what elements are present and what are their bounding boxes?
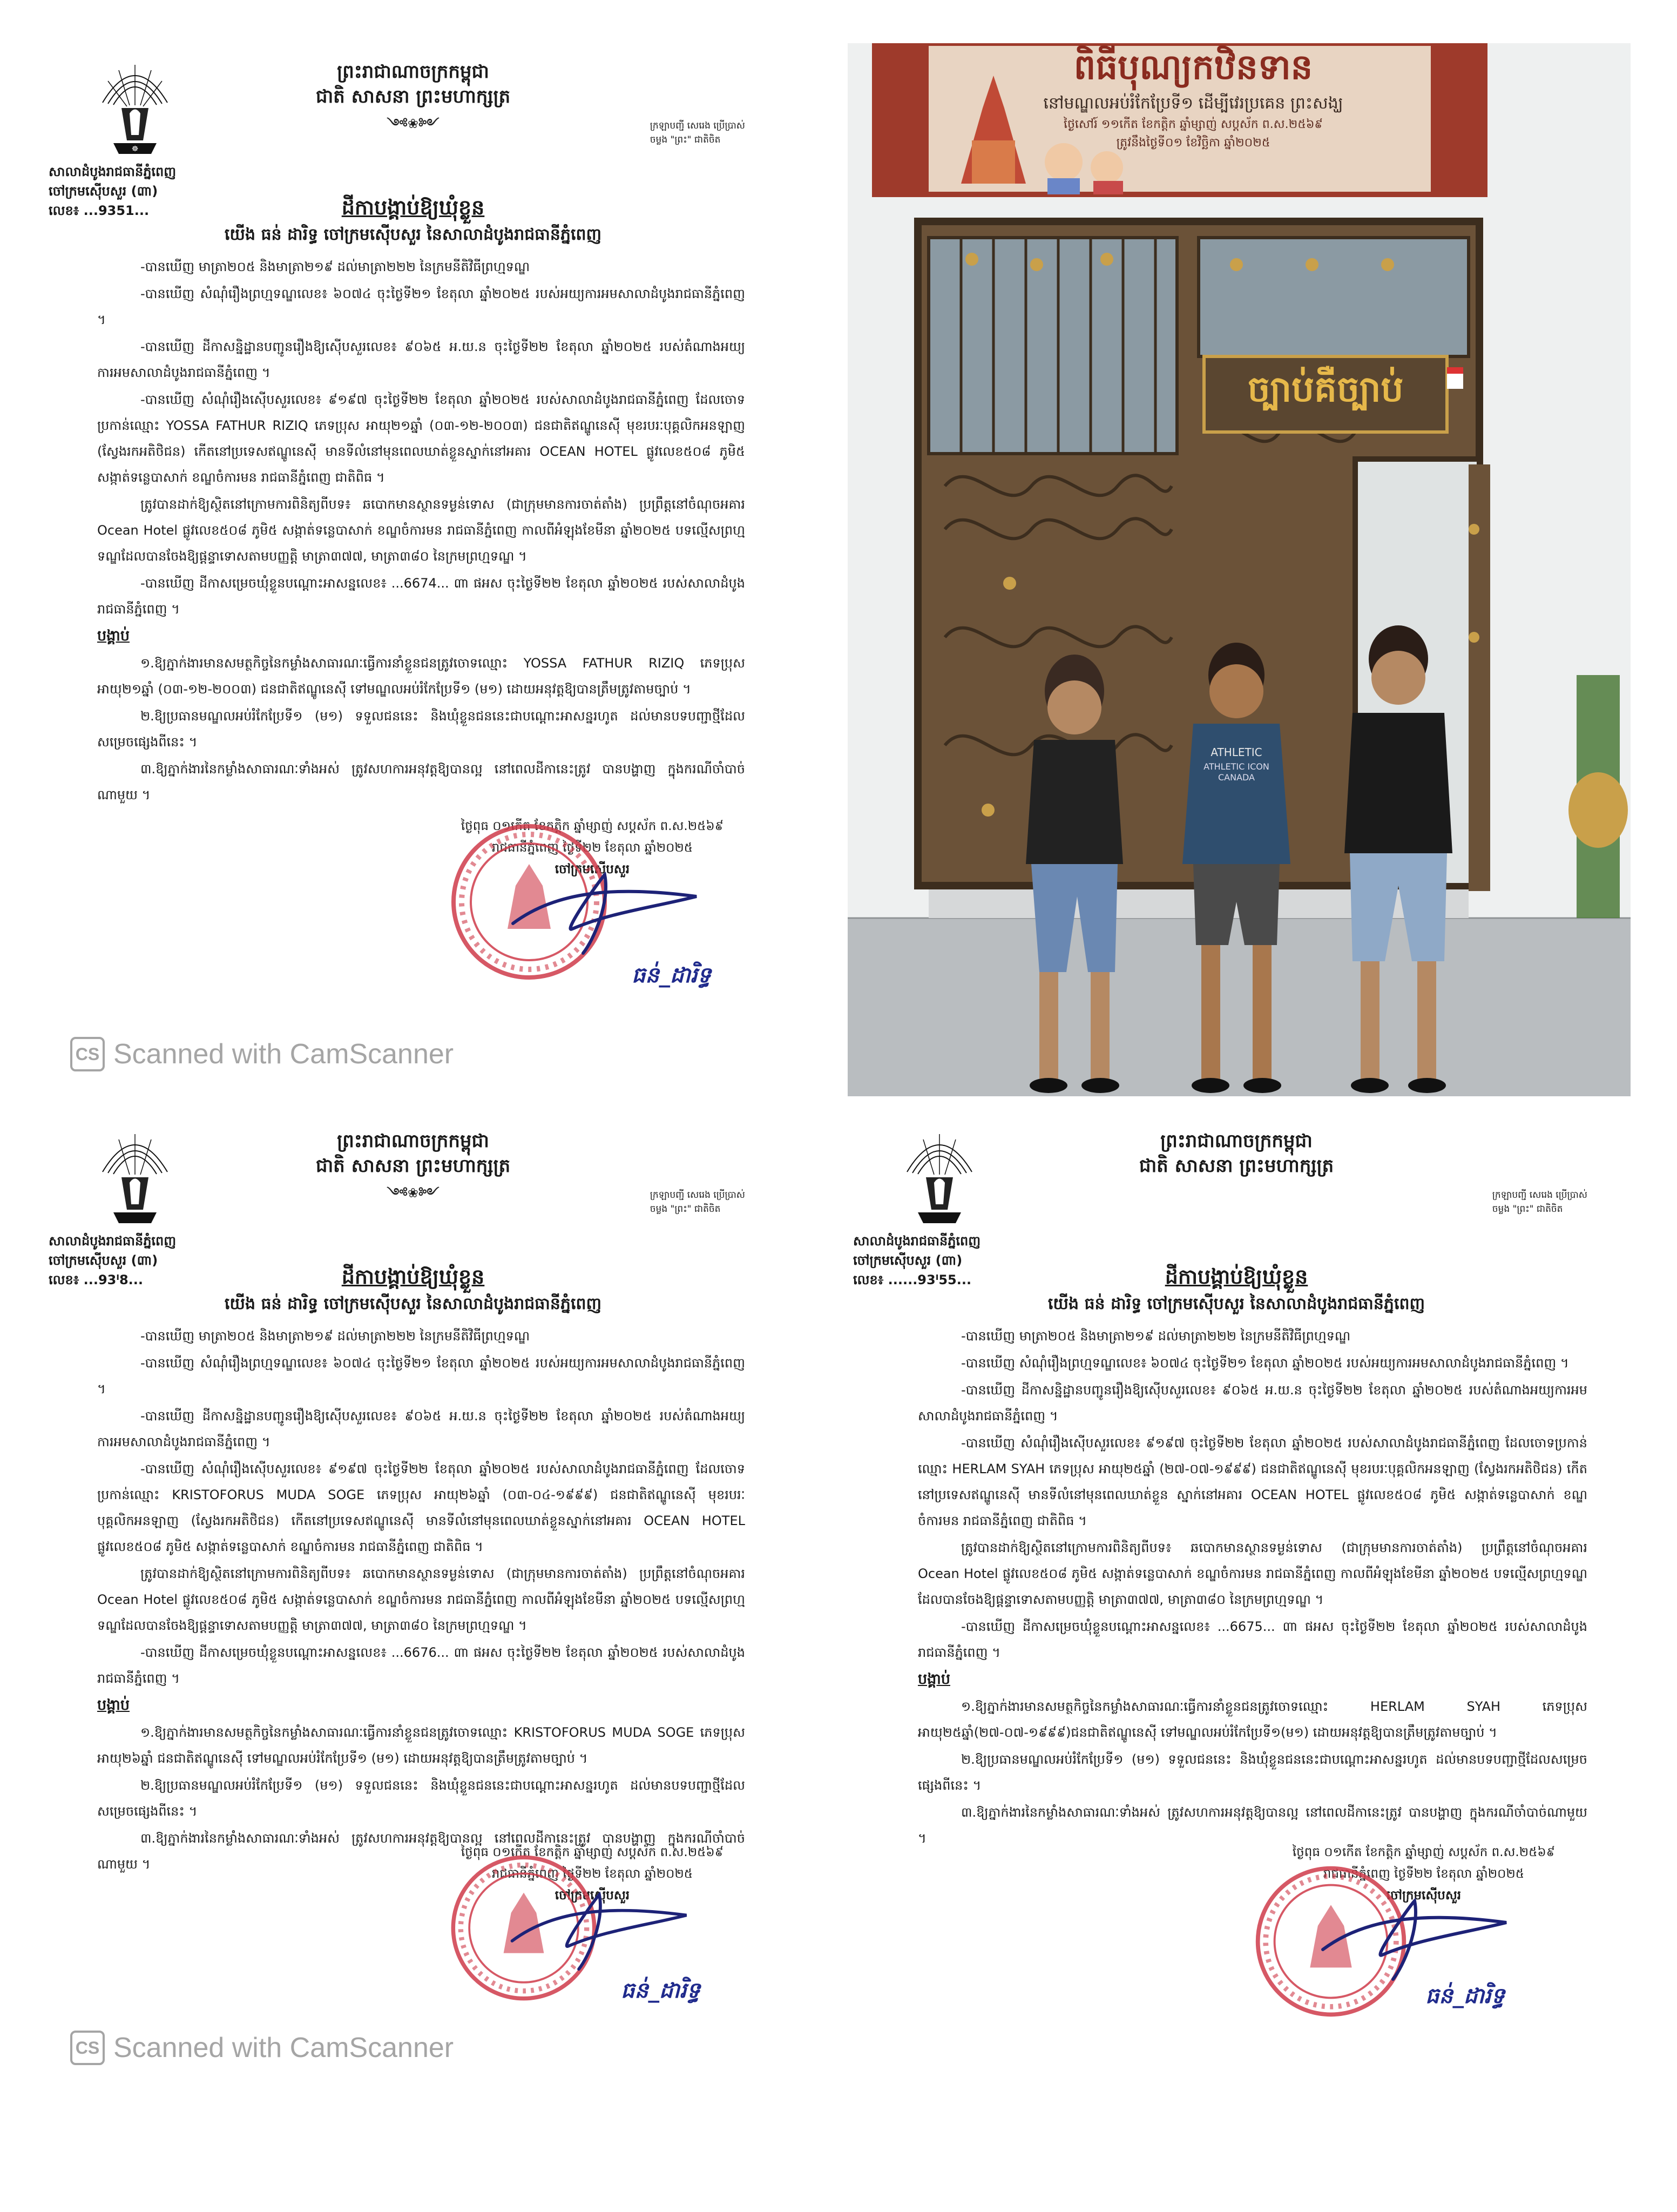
clause-1: -បានឃើញ មាត្រា២០៥ និងមាត្រា២១៩ ដល់មាត្រា២២២ នៃក្រមនីតិវិធីព្រហ្មទណ្ឌ	[140, 259, 530, 274]
signer-title: ចៅក្រមស៊ើបសួរ	[555, 862, 630, 876]
lunar-date: ថ្ងៃពុធ ០១កើត ខែកត្តិក ឆ្នាំម្សាញ់ សប្តស័ក ព.ស.២៥៦៩	[461, 1845, 723, 1859]
clause-5: ត្រូវបានដាក់ឱ្យស្ថិតនៅក្រោមការពិនិត្យពីបទ៖ ឆបោកមានស្ថានទម្ងន់ទោស (ជាក្រុមមានការចាត់តាំង) ប្រព្រឹត្តនៅចំណុចអគារ Ocean Hotel ផ្លូវលេខ៥០៨ ភូមិ៥ សង្កាត់ទន្លេបាសាក់ ខណ្ឌចំការមន រាជធានីភ្នំពេញ កាលពីអំឡុងខែមីនា ឆ្នាំ២០២៥ បទល្មើសព្រហ្មទណ្ឌដែលបានចែងឱ្យផ្ដន្ទាទោសតាមបញ្ញត្តិ មាត្រា៣៧៧, មាត្រា៣៨០ នៃក្រមព្រហ្មទណ្ឌ ។	[918, 1540, 1587, 1607]
handwritten-signature-icon	[1301, 1885, 1528, 1993]
lunar-date: ថ្ងៃពុធ ០១កើត ខែកត្តិក ឆ្នាំម្សាញ់ សប្តស័ក ព.ស.២៥៦៩	[1292, 1845, 1555, 1859]
office-division: ចៅក្រមស៊ើបសួរ (៣ា)	[49, 1253, 158, 1268]
order-number: លេខ៖ ...9351...	[49, 203, 150, 218]
camscanner-logo-icon: CS	[70, 2031, 105, 2065]
banner-subtitle: នៅមណ្ឌលអប់រំកែប្រែទី១ ដើម្បីវេរប្រគេន ព្រះសង្ឃ	[1043, 94, 1343, 113]
svg-text:ATHLETIC: ATHLETIC	[1211, 746, 1262, 759]
office-division: ចៅក្រមស៊ើបសួរ (៣ា)	[49, 184, 158, 199]
order-2: ២.ឱ្យប្រធានមណ្ឌលអប់រំកែប្រែទី១ (ម១) ទទួលជននេះ និងឃុំខ្លួនជននេះជាបណ្ដោះអាសន្នរហូត ដល់មានបទបញ្ជាថ្មីដែលសម្រេចផ្សេងពីនេះ ។	[97, 1778, 745, 1819]
registry-line-2: ចម្លង "ព្រះ" ជាតិចិត	[650, 134, 721, 145]
registry-line-2: ចម្លង "ព្រះ" ជាតិចិត	[650, 1204, 721, 1215]
clause-6: -បានឃើញ ដីកាសម្រេចឃុំខ្លួនបណ្ដោះអាសន្នលេខ៖ ...6675... ៣ា ផអស ចុះថ្ងៃទី២២ ខែតុលា ឆ្នាំ២០២៥ របស់សាលាដំបូងរាជធានីភ្នំពេញ ។	[918, 1619, 1587, 1660]
detention-order-document-2	[49, 1107, 777, 2079]
camscanner-watermark	[70, 1037, 454, 1071]
order-3: ៣.ឱ្យភ្នាក់ងារនៃកម្លាំងសាធារណៈទាំងអស់ ត្រូវសហការអនុវត្តឱ្យបានល្អ នៅពេលដីកានេះត្រូវ បានបង្ហាញ ក្នុងករណីចាំបាច់ណាមួយ ។	[97, 1831, 745, 1872]
clause-3: -បានឃើញ ដីកាសន្និដ្ឋានបញ្ជូនរឿងឱ្យស៊ើបសួរលេខ៖ ៩០៦៥ អ.យ.ន ចុះថ្ងៃទី២២ ខែតុលា ឆ្នាំ២០២៥ របស់តំណាងអយ្យការអមសាលាដំបូងរាជធានីភ្នំពេញ ។	[918, 1382, 1587, 1424]
solar-date: រាជធានីភ្នំពេញ ថ្ងៃទី២២ ខែតុលា ឆ្នាំ២០២៥	[1323, 1867, 1525, 1881]
clause-4: -បានឃើញ សំណុំរឿងស៊ើបសួរលេខ៖ ៩១៩៧ ចុះថ្ងៃទី២២ ខែតុលា ឆ្នាំ២០២៥ របស់សាលាដំបូងរាជធានីភ្នំពេញ ដែលចោទប្រកាន់ឈ្មោះ KRISTOFORUS MUDA SOGE ភេទប្រុស អាយុ២៦ឆ្នាំ (០៣-០៤-១៩៩៩) ជនជាតិឥណ្ឌូនេស៊ី មុខរបរៈបុគ្គលិកអនឡាញ (ស្វែងរកអតិថិជន) កើតនៅប្រទេសឥណ្ឌូនេស៊ី មានទីលំនៅមុនពេលឃាត់ខ្លួនស្នាក់នៅអគារ OCEAN HOTEL ផ្លូវលេខ៥០៨ ភូមិ៥ សង្កាត់ទន្លេបាសាក់ ខណ្ឌចំការមន រាជធានីភ្នំពេញ ជាតិពិធ ។	[97, 1461, 745, 1554]
national-motto: ជាតិ សាសនា ព្រះមហាក្សត្រ	[315, 86, 511, 107]
registry-note	[650, 1188, 745, 1216]
registry-line-1: ក្រឡាបញ្ជី សេរេង ប្រើប្រាស់	[650, 1190, 745, 1201]
registry-line-1: ក្រឡាបញ្ជី សេរេង ប្រើប្រាស់	[650, 120, 745, 131]
clause-5: ត្រូវបានដាក់ឱ្យស្ថិតនៅក្រោមការពិនិត្យពីបទ៖ ឆបោកមានស្ថានទម្ងន់ទោស (ជាក្រុមមានការចាត់តាំង) ប្រព្រឹត្តនៅចំណុចអគារ Ocean Hotel ផ្លូវលេខ៥០៨ ភូមិ៥ សង្កាត់ទន្លេបាសាក់ ខណ្ឌចំការមន រាជធានីភ្នំពេញ កាលពីអំឡុងខែមីនា ឆ្នាំ២០២៥ បទល្មើសព្រហ្មទណ្ឌដែលបានចែងឱ្យផ្ដន្ទាទោសតាមបញ្ញត្តិ មាត្រា៣៧៧, មាត្រា៣៨០ នៃក្រមព្រហ្មទណ្ឌ ។	[97, 497, 745, 564]
signer-title: ចៅក្រមស៊ើបសួរ	[555, 1889, 630, 1903]
kingdom-name: ព្រះរាជាណាចក្រកម្ពុជា	[337, 1130, 489, 1152]
gate-sign: ច្បាប់គឺច្បាប់	[1247, 368, 1404, 410]
order-heading: បង្គាប់	[97, 628, 130, 644]
document-body	[97, 1323, 745, 1878]
kingdom-name: ព្រះរាជាណាចក្រកម្ពុជា	[1160, 1130, 1313, 1152]
order-number: លេខ៖ ......93ᴵ55...	[853, 1272, 972, 1287]
camscanner-watermark	[70, 2031, 454, 2065]
clause-3: -បានឃើញ ដីកាសន្និដ្ឋានបញ្ជូនរឿងឱ្យស៊ើបសួរលេខ៖ ៩០៦៥ អ.យ.ន ចុះថ្ងៃទី២២ ខែតុលា ឆ្នាំ២០២៥ របស់តំណាងអយ្យការអមសាលាដំបូងរាជធានីភ្នំពេញ ។	[97, 1408, 745, 1449]
banner	[956, 43, 1431, 152]
document-title: ដីកាបង្គាប់ឱ្យឃុំខ្លួន	[1165, 1265, 1308, 1289]
handwritten-signature-icon	[491, 1879, 707, 1982]
ornament: ༺❀༻	[387, 1185, 439, 1201]
signer-name: ធន់_ដារិទ្ធ	[632, 963, 711, 988]
solar-date: រាជធានីភ្នំពេញ ថ្ងៃទី២២ ខែតុលា ឆ្នាំ២០២៥	[491, 841, 693, 855]
office-name: សាលាដំបូងរាជធានីភ្នំពេញ	[49, 1233, 177, 1249]
office-name: សាលាដំបូងរាជធានីភ្នំពេញ	[853, 1233, 981, 1249]
clause-2: -បានឃើញ សំណុំរឿងព្រហ្មទណ្ឌលេខ៖ ៦០៧៤ ចុះថ្ងៃទី២១ ខែតុលា ឆ្នាំ២០២៥ របស់អយ្យការអមសាលាដំបូងរាជធានីភ្នំពេញ ។	[97, 286, 745, 327]
clause-5: ត្រូវបានដាក់ឱ្យស្ថិតនៅក្រោមការពិនិត្យពីបទ៖ ឆបោកមានស្ថានទម្ងន់ទោស (ជាក្រុមមានការចាត់តាំង) ប្រព្រឹត្តនៅចំណុចអគារ Ocean Hotel ផ្លូវលេខ៥០៨ ភូមិ៥ សង្កាត់ទន្លេបាសាក់ ខណ្ឌចំការមន រាជធានីភ្នំពេញ កាលពីអំឡុងខែមីនា ឆ្នាំ២០២៥ បទល្មើសព្រហ្មទណ្ឌដែលបានចែងឱ្យផ្ដន្ទាទោសតាមបញ្ញត្តិ មាត្រា៣៧៧, មាត្រា៣៨០ នៃក្រមព្រហ្មទណ្ឌ ។	[97, 1566, 745, 1633]
handwritten-signature-icon	[491, 859, 718, 967]
signer-name: ធន់_ដារិទ្ធ	[621, 1978, 700, 2003]
order-1: ១.ឱ្យភ្នាក់ងារមានសមត្ថកិច្ចនៃកម្លាំងសាធារណៈធ្វើការនាំខ្លួនជនត្រូវចោទឈ្មោះ HERLAM SYAH ភេទប្រុស អាយុ២៥ឆ្នាំ(២៧-០៧-១៩៩៩)ជនជាតិឥណ្ឌូនេស៊ី ទៅមណ្ឌលអប់រំកែប្រែទី១(ម១) ដោយអនុវត្តឱ្យបានត្រឹមត្រូវតាមច្បាប់ ។	[918, 1699, 1587, 1740]
camscanner-text: Scanned with CamScanner	[113, 1038, 454, 1070]
detainees-photo	[848, 43, 1631, 1096]
registry-note	[650, 119, 745, 147]
clause-6: -បានឃើញ ដីកាសម្រេចឃុំខ្លួនបណ្ដោះអាសន្នលេខ៖ ...6676... ៣ា ផអស ចុះថ្ងៃទី២២ ខែតុលា ឆ្នាំ២០២៥ របស់សាលាដំបូងរាជធានីភ្នំពេញ ។	[97, 1645, 745, 1686]
order-2: ២.ឱ្យប្រធានមណ្ឌលអប់រំកែប្រែទី១ (ម១) ទទួលជននេះ និងឃុំខ្លួនជននេះជាបណ្ដោះអាសន្នរហូត ដល់មានបទបញ្ជាថ្មីដែលសម្រេចផ្សេងពីនេះ ។	[97, 709, 745, 750]
clause-1: -បានឃើញ មាត្រា២០៥ និងមាត្រា២១៩ ដល់មាត្រា២២២ នៃក្រមនីតិវិធីព្រហ្មទណ្ឌ	[140, 1328, 530, 1344]
clause-6: -បានឃើញ ដីកាសម្រេចឃុំខ្លួនបណ្ដោះអាសន្នលេខ៖ ...6674... ៣ា ផអស ចុះថ្ងៃទី២២ ខែតុលា ឆ្នាំ២០២៥ របស់សាលាដំបូងរាជធានីភ្នំពេញ ។	[97, 576, 745, 617]
national-motto: ជាតិ សាសនា ព្រះមហាក្សត្រ	[1139, 1155, 1334, 1177]
order-2: ២.ឱ្យប្រធានមណ្ឌលអប់រំកែប្រែទី១ (ម១) ទទួលជននេះ និងឃុំខ្លួនជននេះជាបណ្ដោះអាសន្នរហូត ដល់មានបទបញ្ជាថ្មីដែលសម្រេចផ្សេងពីនេះ ។	[918, 1752, 1587, 1793]
solar-date: រាជធានីភ្នំពេញ ថ្ងៃទី២២ ខែតុលា ឆ្នាំ២០២៥	[491, 1867, 693, 1881]
registry-note	[1492, 1188, 1587, 1216]
order-heading: បង្គាប់	[918, 1671, 950, 1688]
banner-date-1: ថ្ងៃសៅរ៍ ១១កើត ខែកត្ដិក ឆ្នាំម្សាញ់ សប្តស័ក ព.ស.២៥៦៩	[1063, 118, 1323, 131]
clause-4: -បានឃើញ សំណុំរឿងស៊ើបសួរលេខ៖ ៩១៩៧ ចុះថ្ងៃទី២២ ខែតុលា ឆ្នាំ២០២៥ របស់សាលាដំបូងរាជធានីភ្នំពេញ ដែលចោទប្រកាន់ឈ្មោះ YOSSA FATHUR RIZIQ ភេទប្រុស អាយុ២១ឆ្នាំ (០៣-១២-២០០៣) ជនជាតិឥណ្ឌូនេស៊ី មុខរបរៈបុគ្គលិកអនឡាញ (ស្វែងរកអតិថិជន) កើតនៅប្រទេសឥណ្ឌូនេស៊ី មានទីលំនៅមុនពេលឃាត់ខ្លួនស្នាក់នៅអគារ OCEAN HOTEL ផ្លូវលេខ៥០៨ ភូមិ៥ សង្កាត់ទន្លេបាសាក់ ខណ្ឌចំការមន រាជធានីភ្នំពេញ ជាតិពិធ ។	[97, 392, 745, 485]
kingdom-header	[842, 1129, 1631, 1181]
signer-title: ចៅក្រមស៊ើបសួរ	[1386, 1889, 1462, 1903]
signer-name: ធន់_ដារិទ្ធ	[1425, 1984, 1505, 2008]
document-intro: យើង ធន់ ដារិទ្ធ ចៅក្រមស៊ើបសួរ នៃសាលាដំបូងរាជធានីភ្នំពេញ	[224, 1294, 602, 1313]
lunar-date: ថ្ងៃពុធ ០១កើត ខែកត្តិក ឆ្នាំម្សាញ់ សប្តស័ក ព.ស.២៥៦៩	[461, 819, 723, 833]
camscanner-logo-icon: CS	[70, 1037, 105, 1071]
registry-line-1: ក្រឡាបញ្ជី សេរេង ប្រើប្រាស់	[1492, 1190, 1587, 1201]
order-1: ១.ឱ្យភ្នាក់ងារមានសមត្ថកិច្ចនៃកម្លាំងសាធារណៈធ្វើការនាំខ្លួនជនត្រូវចោទឈ្មោះ YOSSA FATHUR RIZIQ ភេទប្រុស អាយុ២១ឆ្នាំ (០៣-១២-២០០៣) ជនជាតិឥណ្ឌូនេស៊ី ទៅមណ្ឌលអប់រំកែប្រែទី១ (ម១) ដោយអនុវត្តឱ្យបានត្រឹមត្រូវតាមច្បាប់ ។	[97, 656, 745, 697]
office-division: ចៅក្រមស៊ើបសួរ (៣ា)	[853, 1253, 963, 1268]
document-title: ដីកាបង្គាប់ឱ្យឃុំខ្លួន	[341, 195, 485, 219]
clause-2: -បានឃើញ សំណុំរឿងព្រហ្មទណ្ឌលេខ៖ ៦០៧៤ ចុះថ្ងៃទី២១ ខែតុលា ឆ្នាំ២០២៥ របស់អយ្យការអមសាលាដំបូងរាជធានីភ្នំពេញ ។	[961, 1355, 1569, 1371]
camscanner-text: Scanned with CamScanner	[113, 2032, 454, 2063]
order-number: លេខ៖ ...93ᴵ8...	[49, 1272, 144, 1287]
clause-4: -បានឃើញ សំណុំរឿងស៊ើបសួរលេខ៖ ៩១៩៧ ចុះថ្ងៃទី២២ ខែតុលា ឆ្នាំ២០២៥ របស់សាលាដំបូងរាជធានីភ្នំពេញ ដែលចោទប្រកាន់ឈ្មោះ HERLAM SYAH ភេទប្រុស អាយុ២៥ឆ្នាំ (២៧-០៧-១៩៩៩) ជនជាតិឥណ្ឌូនេស៊ី មុខរបរៈបុគ្គលិកអនឡាញ (ស្វែងរកអតិថិជន) កើតនៅប្រទេសឥណ្ឌូនេស៊ី មានទីលំនៅមុនពេលឃាត់ខ្លួន ស្នាក់នៅអគារ OCEAN HOTEL ផ្លូវលេខ៥០៨ ភូមិ៥ សង្កាត់ទន្លេបាសាក់ ខណ្ឌចំការមន រាជធានីភ្នំពេញ ជាតិពិធ ។	[918, 1435, 1587, 1528]
national-motto: ជាតិ សាសនា ព្រះមហាក្សត្រ	[315, 1155, 511, 1177]
order-3: ៣.ឱ្យភ្នាក់ងារនៃកម្លាំងសាធារណៈទាំងអស់ ត្រូវសហការអនុវត្តឱ្យបានល្អ នៅពេលដីកានេះត្រូវ បានបង្ហាញ ក្នុងករណីចាំបាច់ណាមួយ ។	[97, 761, 745, 802]
document-title: ដីកាបង្គាប់ឱ្យឃុំខ្លួន	[341, 1265, 485, 1289]
svg-text:☸: ☸	[131, 145, 139, 153]
document-body	[97, 254, 745, 809]
detention-order-document-1	[49, 38, 777, 1075]
office-name: សាលាដំបូងរាជធានីភ្នំពេញ	[49, 164, 177, 179]
banner-title: ពិធីបុណ្យកឋិនទាន	[1073, 48, 1313, 87]
banner-date-2: ត្រូវនឹងថ្ងៃទី០១ ខែវិច្ឆិកា ឆ្នាំ២០២៥	[1116, 136, 1270, 150]
clause-2: -បានឃើញ សំណុំរឿងព្រហ្មទណ្ឌលេខ៖ ៦០៧៤ ចុះថ្ងៃទី២១ ខែតុលា ឆ្នាំ២០២៥ របស់អយ្យការអមសាលាដំបូងរាជធានីភ្នំពេញ ។	[97, 1355, 745, 1397]
kingdom-name: ព្រះរាជាណាចក្រកម្ពុជា	[337, 61, 489, 83]
ornament: ༺❀༻	[387, 116, 439, 131]
clause-1: -បានឃើញ មាត្រា២០៥ និងមាត្រា២១៩ ដល់មាត្រា២២២ នៃក្រមនីតិវិធីព្រហ្មទណ្ឌ	[961, 1328, 1351, 1344]
detention-order-document-3	[842, 1107, 1631, 2079]
registry-line-2: ចម្លង "ព្រះ" ជាតិចិត	[1492, 1204, 1563, 1215]
document-intro: យើង ធន់ ដារិទ្ធ ចៅក្រមស៊ើបសួរ នៃសាលាដំបូងរាជធានីភ្នំពេញ	[1047, 1294, 1425, 1313]
document-body	[918, 1323, 1587, 1852]
shirt-print: ATHLETIC ICON CANADA	[1203, 761, 1269, 783]
order-heading: បង្គាប់	[97, 1697, 130, 1714]
document-intro: យើង ធន់ ដារិទ្ធ ចៅក្រមស៊ើបសួរ នៃសាលាដំបូងរាជធានីភ្នំពេញ	[224, 225, 602, 244]
photo-scene	[848, 43, 1631, 1096]
order-1: ១.ឱ្យភ្នាក់ងារមានសមត្ថកិច្ចនៃកម្លាំងសាធារណៈធ្វើការនាំខ្លួនជនត្រូវចោទឈ្មោះ KRISTOFORUS MUDA SOGE ភេទប្រុស អាយុ២៦ឆ្នាំ ជនជាតិឥណ្ឌូនេស៊ី ទៅមណ្ឌលអប់រំកែប្រែទី១ (ម១) ដោយអនុវត្តឱ្យបានត្រឹមត្រូវតាមច្បាប់ ។	[97, 1725, 745, 1766]
order-3: ៣.ឱ្យភ្នាក់ងារនៃកម្លាំងសាធារណៈទាំងអស់ ត្រូវសហការអនុវត្តឱ្យបានល្អ នៅពេលដីកានេះត្រូវ បានបង្ហាញ ក្នុងករណីចាំបាច់ណាមួយ ។	[918, 1805, 1587, 1846]
clause-3: -បានឃើញ ដីកាសន្និដ្ឋានបញ្ជូនរឿងឱ្យស៊ើបសួរលេខ៖ ៩០៦៥ អ.យ.ន ចុះថ្ងៃទី២២ ខែតុលា ឆ្នាំ២០២៥ របស់តំណាងអយ្យការអមសាលាដំបូងរាជធានីភ្នំពេញ ។	[97, 339, 745, 380]
